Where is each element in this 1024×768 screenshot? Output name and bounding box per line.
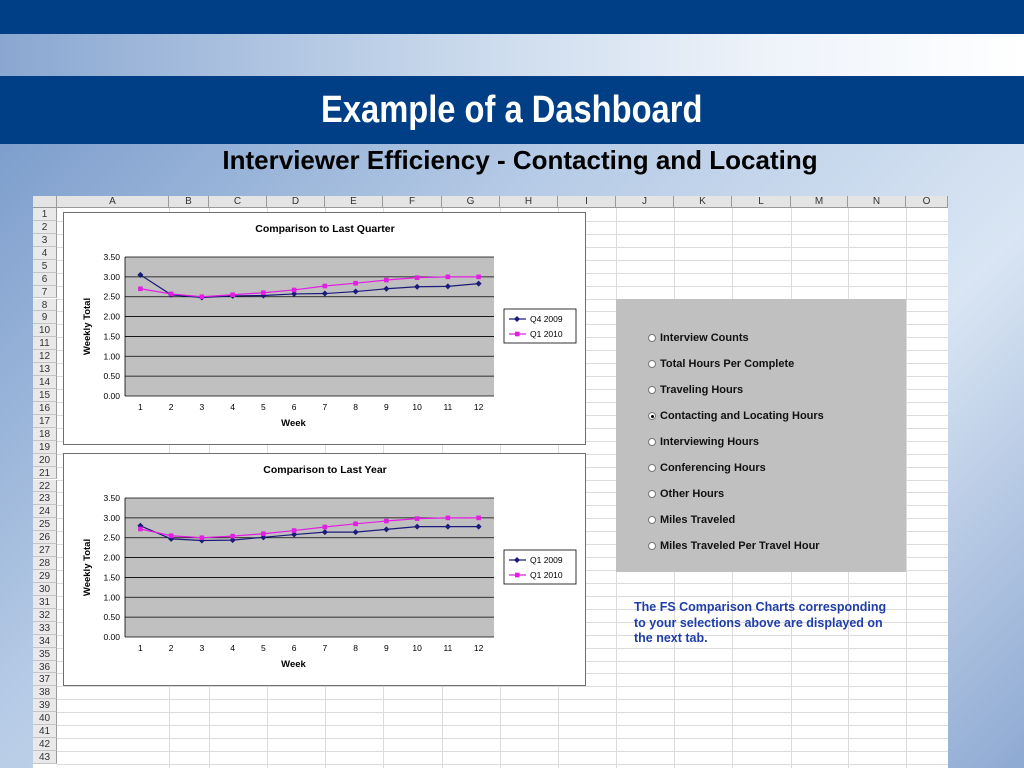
legend-label: Q1 2009 (530, 555, 563, 565)
column-header-a[interactable]: A (57, 196, 169, 208)
column-header-b[interactable]: B (169, 196, 209, 208)
y-tick-label: 3.00 (103, 271, 120, 282)
row-header-21[interactable]: 21 (33, 467, 57, 480)
data-point-square (292, 528, 297, 533)
option-label: Miles Traveled Per Travel Hour (660, 540, 820, 552)
y-tick-label: 1.50 (103, 331, 120, 342)
column-header-c[interactable]: C (209, 196, 267, 208)
header-stripe (0, 34, 1024, 76)
option-miles-traveled-per-travel-hour[interactable] (648, 540, 820, 552)
y-tick-label: 1.00 (103, 351, 120, 362)
chart-last-quarter (63, 212, 586, 445)
row-header-8[interactable]: 8 (33, 299, 57, 312)
column-header-f[interactable]: F (383, 196, 442, 208)
info-note-line-2: to your selections above are displayed on (634, 615, 883, 630)
x-tick-label: 11 (443, 402, 453, 412)
row-header-25[interactable]: 25 (33, 518, 57, 531)
y-tick-label: 1.00 (103, 592, 120, 603)
x-axis-label: Week (281, 418, 306, 429)
x-axis-label: Week (281, 659, 306, 670)
legend-label: Q1 2010 (530, 570, 563, 580)
column-header-n[interactable]: N (848, 196, 906, 208)
radio-icon[interactable] (648, 464, 656, 472)
grid-line (57, 738, 948, 739)
data-point-square (446, 275, 451, 280)
row-header-11[interactable]: 11 (33, 337, 57, 350)
data-point-square (353, 281, 358, 286)
row-header-30[interactable]: 30 (33, 583, 57, 596)
data-point-square (476, 516, 481, 521)
data-point-square (169, 533, 174, 538)
row-header-7[interactable]: 7 (33, 286, 57, 299)
row-header-34[interactable]: 34 (33, 635, 57, 648)
row-header-27[interactable]: 27 (33, 544, 57, 557)
row-header-43[interactable]: 43 (33, 751, 57, 764)
x-tick-label: 9 (384, 643, 389, 653)
data-point-square (169, 292, 174, 297)
row-header-32[interactable]: 32 (33, 609, 57, 622)
row-header-37[interactable]: 37 (33, 673, 57, 686)
column-header-h[interactable]: H (500, 196, 558, 208)
y-tick-label: 2.00 (103, 311, 120, 322)
y-tick-label: 2.50 (103, 291, 120, 302)
row-header-14[interactable]: 14 (33, 376, 57, 389)
data-point-square (200, 535, 205, 540)
y-tick-label: 3.00 (103, 512, 120, 523)
row-header-19[interactable]: 19 (33, 441, 57, 454)
grid-line (57, 764, 948, 765)
data-point-square (415, 275, 420, 280)
option-label: Interviewing Hours (660, 436, 760, 448)
option-contacting-and-locating-hours[interactable] (648, 410, 824, 422)
x-tick-label: 2 (168, 402, 174, 412)
option-conferencing-hours[interactable] (648, 462, 766, 474)
x-tick-label: 2 (168, 643, 174, 653)
x-tick-label: 3 (199, 402, 205, 412)
grid-line (57, 725, 948, 726)
chart-title: Comparison to Last Year (263, 464, 387, 476)
radio-icon[interactable] (648, 438, 656, 446)
title-bar (0, 76, 1024, 144)
x-tick-label: 5 (261, 643, 266, 653)
column-header-o[interactable]: O (906, 196, 948, 208)
column-header-j[interactable]: J (616, 196, 674, 208)
y-tick-label: 3.50 (103, 252, 120, 262)
info-note-line-3: the next tab. (634, 631, 708, 645)
x-tick-label: 4 (230, 643, 235, 653)
slide-title: Example of a Dashboard (321, 88, 703, 131)
x-tick-label: 1 (138, 643, 143, 653)
grid-line (57, 699, 948, 700)
data-point-square (446, 516, 451, 521)
radio-icon[interactable] (648, 386, 656, 394)
legend-marker-square (515, 573, 520, 578)
data-point-square (476, 275, 481, 280)
x-tick-label: 4 (230, 402, 235, 412)
y-tick-label: 0.00 (103, 391, 120, 401)
chart-last-year (63, 453, 586, 686)
row-header-38[interactable]: 38 (33, 686, 57, 699)
y-tick-label: 2.50 (103, 532, 120, 543)
legend-label: Q1 2010 (530, 329, 563, 339)
x-tick-label: 5 (261, 402, 266, 412)
y-tick-label: 0.50 (103, 371, 120, 382)
radio-selected-icon[interactable] (648, 412, 656, 420)
row-header-39[interactable]: 39 (33, 699, 57, 712)
chart-title: Comparison to Last Quarter (255, 223, 395, 235)
grid-line (57, 712, 948, 713)
row-header-3[interactable]: 3 (33, 234, 57, 247)
data-point-square (323, 284, 328, 289)
x-tick-label: 7 (322, 402, 328, 412)
data-point-square (261, 531, 266, 536)
column-header-m[interactable]: M (791, 196, 848, 208)
y-tick-label: 0.50 (103, 612, 120, 623)
data-point-square (138, 286, 143, 291)
column-header-d[interactable]: D (267, 196, 325, 208)
row-header-31[interactable]: 31 (33, 596, 57, 609)
row-header-26[interactable]: 26 (33, 531, 57, 544)
data-point-square (200, 294, 205, 299)
row-header-20[interactable]: 20 (33, 454, 57, 467)
x-tick-label: 10 (412, 643, 422, 653)
y-axis-label: Weekly Total (82, 538, 93, 597)
row-header-4[interactable]: 4 (33, 247, 57, 260)
data-point-square (292, 288, 297, 293)
grid-line (57, 751, 948, 752)
y-tick-label: 3.50 (103, 493, 120, 503)
radio-icon[interactable] (648, 490, 656, 498)
x-tick-label: 8 (353, 402, 358, 412)
option-miles-traveled[interactable] (648, 514, 735, 526)
option-label: Other Hours (660, 488, 725, 500)
row-header-10[interactable]: 10 (33, 324, 57, 337)
top-band (0, 0, 1024, 34)
column-header-i[interactable]: I (558, 196, 616, 208)
spreadsheet (33, 196, 948, 768)
option-label: Conferencing Hours (660, 462, 766, 474)
x-tick-label: 3 (199, 643, 205, 653)
x-tick-label: 6 (291, 402, 297, 412)
row-header-42[interactable]: 42 (33, 738, 57, 751)
row-header-6[interactable]: 6 (33, 273, 57, 286)
row-header-18[interactable]: 18 (33, 428, 57, 441)
option-interview-counts[interactable] (648, 332, 749, 344)
plot-area (125, 257, 494, 396)
radio-icon[interactable] (648, 334, 656, 342)
y-axis-label: Weekly Total (82, 297, 93, 356)
row-header-9[interactable]: 9 (33, 311, 57, 324)
row-header-33[interactable]: 33 (33, 622, 57, 635)
column-header-k[interactable]: K (674, 196, 732, 208)
y-tick-label: 2.00 (103, 552, 120, 563)
data-point-square (230, 292, 235, 297)
row-header-12[interactable]: 12 (33, 350, 57, 363)
x-tick-label: 7 (322, 643, 328, 653)
row-header-23[interactable]: 23 (33, 492, 57, 505)
option-total-hours-per-complete[interactable] (648, 358, 794, 370)
grid-line (906, 208, 907, 768)
data-point-square (261, 290, 266, 295)
x-tick-label: 9 (384, 402, 389, 412)
option-label: Interview Counts (660, 332, 749, 344)
data-point-square (230, 534, 235, 539)
data-point-square (323, 525, 328, 530)
row-header-36[interactable]: 36 (33, 661, 57, 674)
data-point-square (384, 278, 389, 283)
data-point-square (384, 519, 389, 524)
slide-subtitle: Interviewer Efficiency - Contacting and Locating (222, 145, 818, 175)
row-header-24[interactable]: 24 (33, 505, 57, 518)
row-header-1[interactable]: 1 (33, 208, 57, 221)
legend-label: Q4 2009 (530, 314, 563, 324)
data-point-square (415, 516, 420, 521)
data-point-square (353, 522, 358, 527)
option-label: Contacting and Locating Hours (660, 410, 824, 422)
chart-last-quarter-svg (64, 213, 587, 446)
y-tick-label: 1.50 (103, 572, 120, 583)
row-header-41[interactable]: 41 (33, 725, 57, 738)
row-header-29[interactable]: 29 (33, 570, 57, 583)
option-label: Traveling Hours (660, 384, 744, 396)
x-tick-label: 1 (138, 402, 143, 412)
row-header-35[interactable]: 35 (33, 648, 57, 661)
column-header-g[interactable]: G (442, 196, 500, 208)
row-header-5[interactable]: 5 (33, 260, 57, 273)
y-tick-label: 0.00 (103, 632, 120, 642)
x-tick-label: 8 (353, 643, 358, 653)
radio-icon[interactable] (648, 542, 656, 550)
x-tick-label: 10 (412, 402, 422, 412)
metric-selector-panel (616, 299, 906, 572)
x-tick-label: 12 (473, 643, 484, 653)
column-header-l[interactable]: L (732, 196, 791, 208)
row-header-2[interactable]: 2 (33, 221, 57, 234)
sheet-corner (33, 196, 57, 208)
x-tick-label: 6 (291, 643, 297, 653)
option-other-hours[interactable] (648, 488, 724, 500)
row-header-28[interactable]: 28 (33, 557, 57, 570)
x-tick-label: 11 (443, 643, 453, 653)
column-header-e[interactable]: E (325, 196, 383, 208)
row-header-13[interactable]: 13 (33, 363, 57, 376)
legend-marker-square (515, 332, 520, 337)
data-point-square (138, 527, 143, 532)
radio-icon[interactable] (648, 360, 656, 368)
option-label: Miles Traveled (660, 514, 736, 526)
info-note-line-1: The FS Comparison Charts corresponding (634, 600, 887, 614)
info-note (634, 600, 934, 647)
option-label: Total Hours Per Complete (660, 358, 795, 370)
row-header-15[interactable]: 15 (33, 389, 57, 402)
x-tick-label: 12 (473, 402, 484, 412)
option-traveling-hours[interactable] (648, 384, 743, 396)
radio-icon[interactable] (648, 516, 656, 524)
row-header-22[interactable]: 22 (33, 480, 57, 493)
row-header-16[interactable]: 16 (33, 402, 57, 415)
row-header-17[interactable]: 17 (33, 415, 57, 428)
chart-last-year-svg (64, 454, 587, 687)
row-header-40[interactable]: 40 (33, 712, 57, 725)
plot-area (125, 498, 494, 637)
option-interviewing-hours[interactable] (648, 436, 759, 448)
